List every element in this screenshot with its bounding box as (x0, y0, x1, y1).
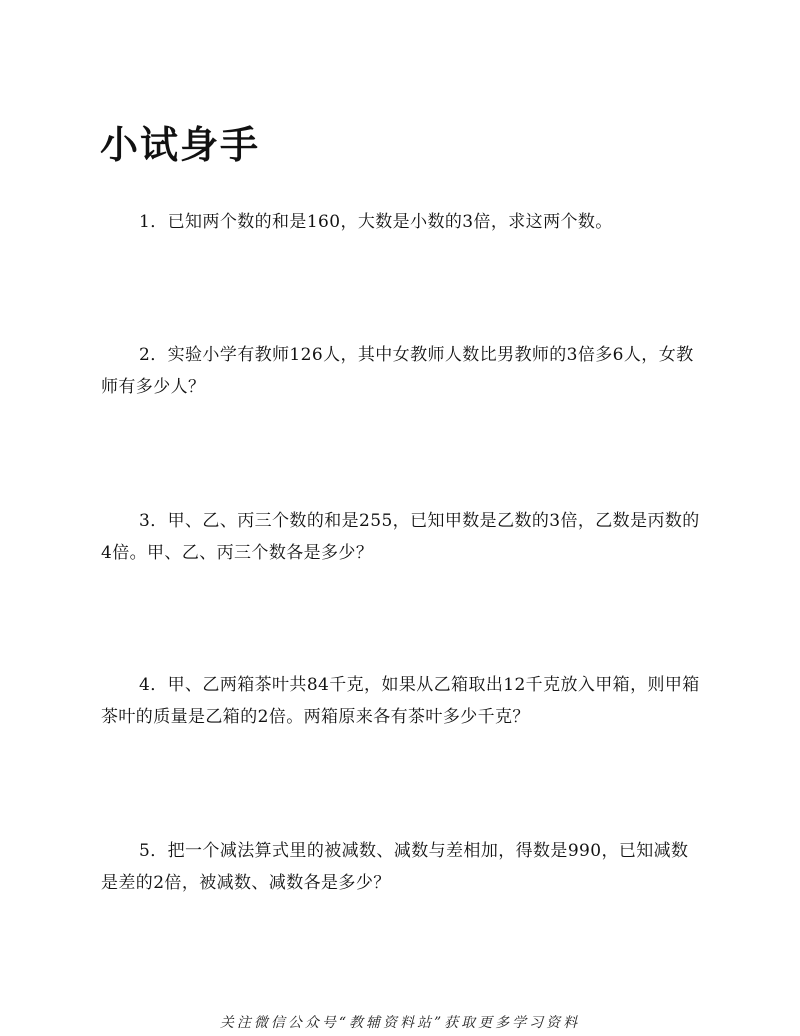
footer-notice: 关注微信公众号“教辅资料站”获取更多学习资料 (219, 1015, 581, 1031)
question-4: 4．甲、乙两箱茶叶共84千克，如果从乙箱取出12千克放入甲箱，则甲箱茶叶的质量是乙箱的2倍。两箱原来各有茶叶多少千克？ (101, 675, 700, 727)
question-3: 3．甲、乙、丙三个数的和是255，已知甲数是乙数的3倍，乙数是丙数的4倍。甲、乙、丙三个数各是多少？ (101, 511, 700, 563)
question-1: 1．已知两个数的和是160，大数是小数的3倍，求这两个数。 (139, 212, 613, 232)
question-5: 5．把一个减法算式里的被减数、减数与差相加，得数是990，已知减数是差的2倍，被减数、减数各是多少？ (101, 841, 689, 893)
page-title: 小试身手 (100, 123, 261, 167)
question-2: 2．实验小学有教师126人，其中女教师人数比男教师的3倍多6人，女教师有多少人？ (101, 345, 694, 397)
